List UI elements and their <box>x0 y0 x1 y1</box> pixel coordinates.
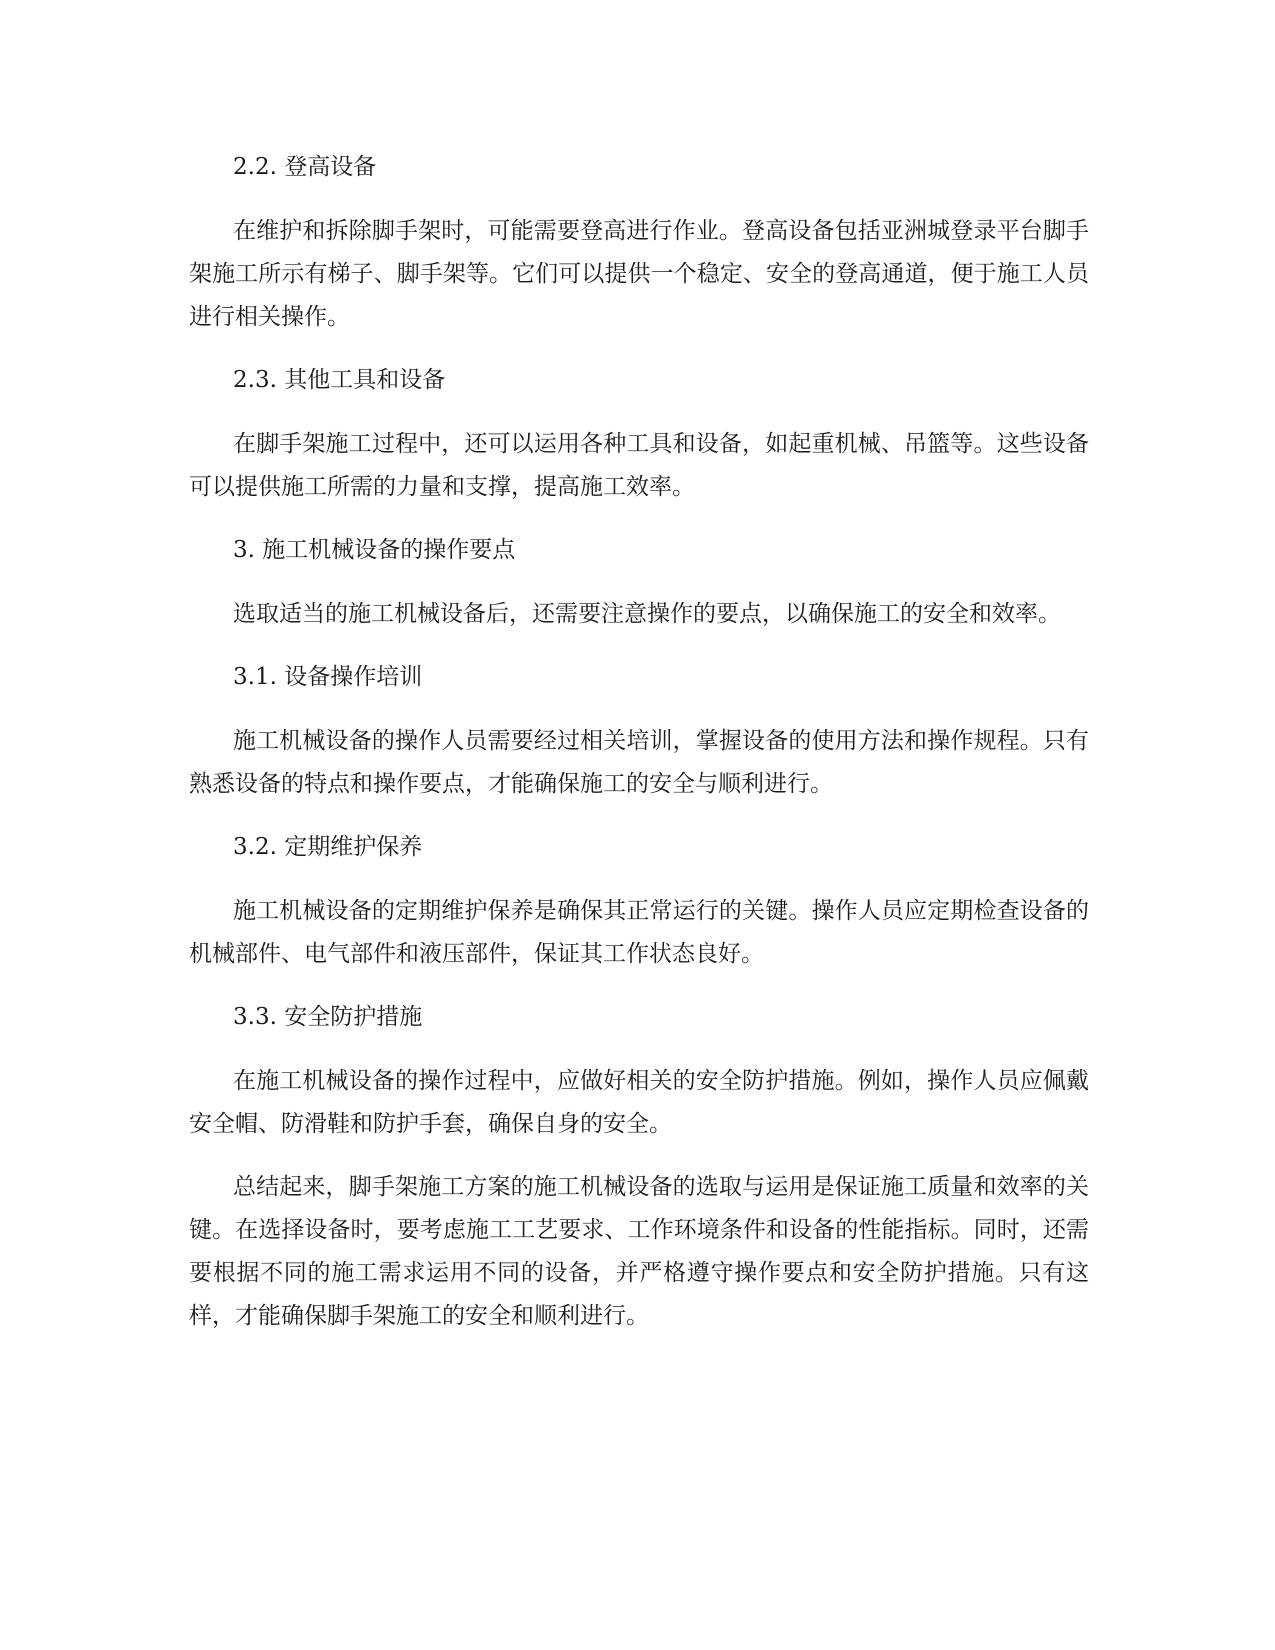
section-heading-3-1: 3.1. 设备操作培训 <box>233 664 423 690</box>
section-heading-3: 3. 施工机械设备的操作要点 <box>233 537 516 563</box>
paragraph-other-tools: 在脚手架施工过程中，还可以运用各种工具和设备，如起重机械、吊篮等。这些设备可以提供施工所需的力量和支撑，提高施工效率。 <box>189 431 1089 500</box>
paragraph-operation-points: 选取适当的施工机械设备后，还需要注意操作的要点，以确保施工的安全和效率。 <box>233 601 1061 627</box>
section-heading-3-2: 3.2. 定期维护保养 <box>233 834 423 860</box>
paragraph-climbing-equipment: 在维护和拆除脚手架时，可能需要登高进行作业。登高设备包括亚洲城登录平台脚手架施工所示有梯子、脚手架等。它们可以提供一个稳定、安全的登高通道，便于施工人员进行相关操作。 <box>189 218 1089 330</box>
section-heading-2-2: 2.2. 登高设备 <box>233 154 377 180</box>
paragraph-safety-measures: 在施工机械设备的操作过程中，应做好相关的安全防护措施。例如，操作人员应佩戴安全帽、防滑鞋和防护手套，确保自身的安全。 <box>189 1068 1089 1137</box>
document-page <box>189 146 1089 1358</box>
paragraph-maintenance: 施工机械设备的定期维护保养是确保其正常运行的关键。操作人员应定期检查设备的机械部件、电气部件和液压部件，保证其工作状态良好。 <box>189 898 1089 967</box>
section-heading-2-3: 2.3. 其他工具和设备 <box>233 367 446 393</box>
paragraph-operation-training: 施工机械设备的操作人员需要经过相关培训，掌握设备的使用方法和操作规程。只有熟悉设备的特点和操作要点，才能确保施工的安全与顺利进行。 <box>189 728 1089 797</box>
paragraph-summary: 总结起来，脚手架施工方案的施工机械设备的选取与运用是保证施工质量和效率的关键。在选择设备时，要考虑施工工艺要求、工作环境条件和设备的性能指标。同时，还需要根据不同的施工需求运用不同的设备，并严格遵守操作要点和安全防护措施。只有这样，才能确保脚手架施工的安全和顺利进行。 <box>189 1174 1089 1329</box>
section-heading-3-3: 3.3. 安全防护措施 <box>233 1004 423 1030</box>
